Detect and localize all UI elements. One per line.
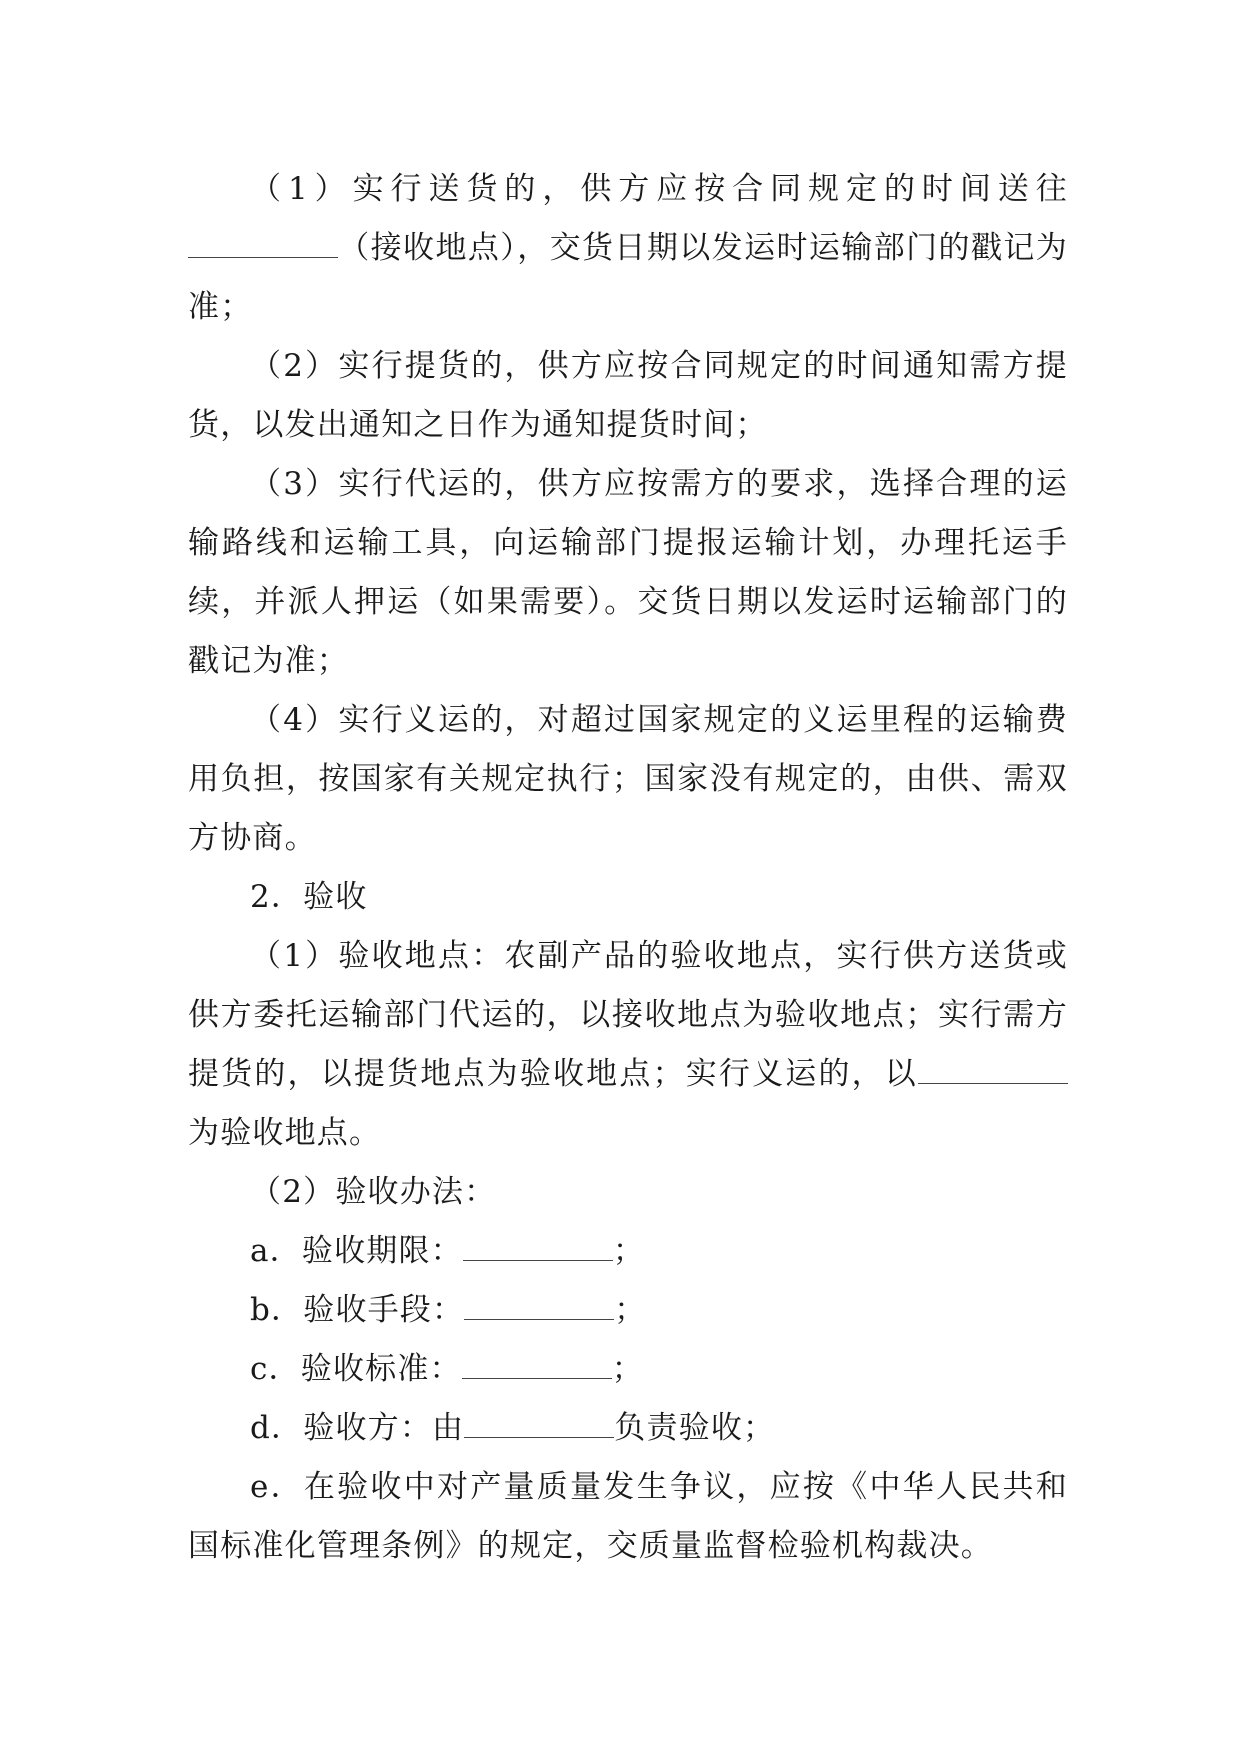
paragraph-delivery-4 xyxy=(188,691,1068,868)
delivery-3-text: （3）实行代运的，供方应按需方的要求，选择合理的运输路线和运输工具，向运输部门提报运输计划，办理托运手续，并派人押运（如果需要）。交货日期以发运时运输部门的戳记为准； xyxy=(188,466,1068,679)
item-d-label: d．验收方：由 xyxy=(250,1410,465,1446)
blank-acceptance-standard[interactable] xyxy=(462,1352,612,1379)
acceptance-location-text-b: 为验收地点。 xyxy=(188,1115,382,1151)
paragraph-acceptance-location xyxy=(188,927,1068,1163)
blank-acceptance-period[interactable] xyxy=(463,1234,613,1261)
item-b-suffix: ； xyxy=(614,1292,647,1328)
item-c-label: c．验收标准： xyxy=(250,1351,462,1387)
blank-acceptance-means[interactable] xyxy=(464,1293,614,1320)
list-item-c xyxy=(188,1340,1068,1399)
paragraph-delivery-2 xyxy=(188,337,1068,455)
blank-acceptance-location[interactable] xyxy=(918,1057,1068,1084)
item-a-suffix: ； xyxy=(612,1233,646,1269)
acceptance-location-text-a: （1）验收地点：农副产品的验收地点，实行供方送货或供方委托运输部门代运的，以接收地点为验收地点；实行需方提货的，以提货地点为验收地点；实行义运的，以 xyxy=(188,938,1068,1092)
delivery-4-text: （4）实行义运的，对超过国家规定的义运里程的运输费用负担，按国家有关规定执行；国家没有规定的，由供、需双方协商。 xyxy=(188,702,1068,856)
list-item-b xyxy=(188,1281,1068,1340)
section-heading-text: 2．验收 xyxy=(250,879,368,915)
item-a-label: a．验收期限： xyxy=(250,1233,463,1269)
acceptance-method-text: （2）验收办法： xyxy=(250,1174,497,1210)
item-d-suffix: 负责验收； xyxy=(614,1410,776,1446)
dispute-resolution-text: e．在验收中对产量质量发生争议，应按《中华人民共和国标准化管理条例》的规定，交质量监督检验机构裁决。 xyxy=(188,1469,1068,1564)
blank-acceptance-party[interactable] xyxy=(464,1411,614,1438)
list-item-a xyxy=(188,1222,1068,1281)
paragraph-acceptance-method xyxy=(188,1163,1068,1222)
item-c-suffix: ； xyxy=(611,1351,644,1387)
blank-receiving-location[interactable] xyxy=(188,231,338,258)
delivery-2-text: （2）实行提货的，供方应按合同规定的时间通知需方提货，以发出通知之日作为通知提货时间； xyxy=(188,348,1068,443)
section-heading-acceptance xyxy=(188,868,1068,927)
delivery-1-text-a: （1）实行送货的，供方应按合同规定的时间送往 xyxy=(250,171,1068,207)
list-item-d xyxy=(188,1399,1068,1458)
item-b-label: b．验收手段： xyxy=(250,1292,465,1328)
paragraph-delivery-3 xyxy=(188,455,1068,691)
document-body xyxy=(188,160,1068,1576)
paragraph-delivery-1 xyxy=(188,160,1068,337)
delivery-1-text-b: （接收地点），交货日期以发运时运输部门的戳记为准； xyxy=(188,230,1068,325)
paragraph-dispute-resolution xyxy=(188,1458,1068,1576)
